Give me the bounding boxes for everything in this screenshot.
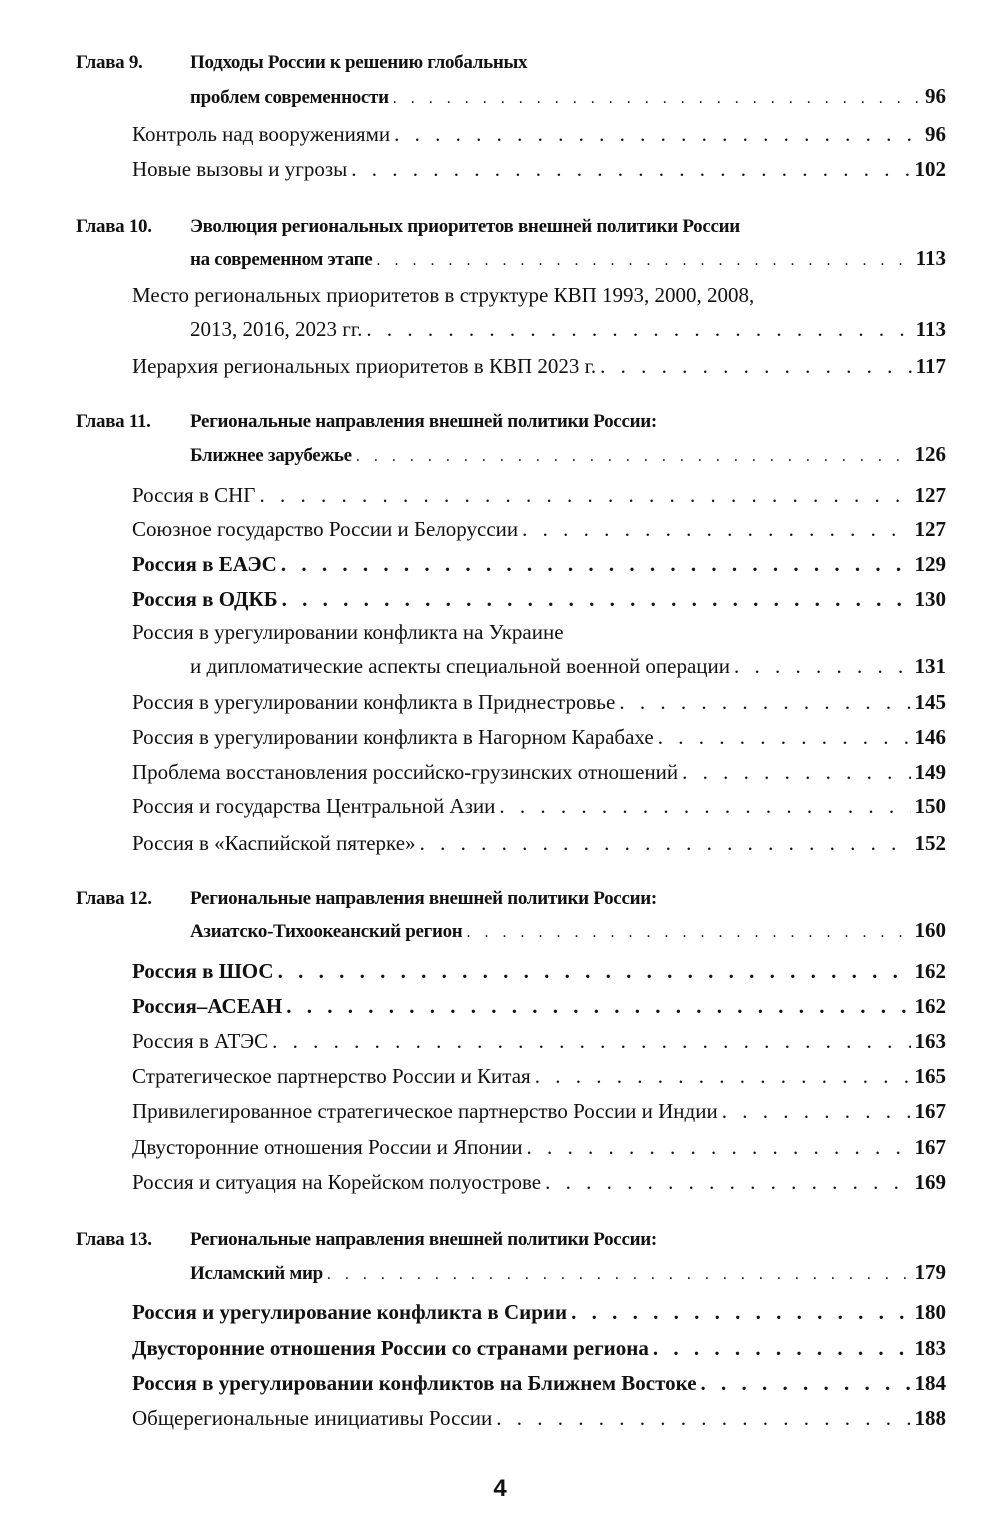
page-ref: 117 <box>915 354 946 378</box>
section-title: Россия в ОДКБ <box>132 587 278 611</box>
chapter-title-line1: Региональные направления внешней политики России: <box>190 411 657 432</box>
dot-leader <box>281 548 911 580</box>
dot-leader <box>522 513 910 545</box>
page-ref: 179 <box>914 1260 946 1284</box>
page-number: 4 <box>493 1475 507 1502</box>
section-title: Россия в урегулировании конфликтов на Ближнем Востоке <box>132 1371 697 1395</box>
toc-entry[interactable] <box>132 583 946 615</box>
dot-leader <box>545 1166 910 1198</box>
page-ref: 150 <box>914 794 946 818</box>
dot-leader <box>259 479 910 511</box>
toc-entry[interactable] <box>132 756 946 788</box>
chapter-title-line2: на современном этапе <box>190 249 373 270</box>
section-title: Двусторонние отношения России и Японии <box>132 1135 523 1159</box>
toc-entry[interactable] <box>132 1402 946 1434</box>
page-ref: 188 <box>914 1406 946 1430</box>
page-ref: 165 <box>914 1064 946 1088</box>
page-ref: 96 <box>925 122 946 146</box>
dot-leader <box>682 756 910 788</box>
page-ref: 180 <box>914 1300 946 1324</box>
page-ref: 113 <box>915 317 946 341</box>
section-title: Россия в урегулировании конфликта в Приднестровье <box>132 690 616 714</box>
toc-entry[interactable] <box>132 153 946 185</box>
page-ref: 162 <box>914 959 946 983</box>
page-ref: 167 <box>914 1135 946 1159</box>
toc-entry[interactable] <box>132 955 946 987</box>
chapter-title-line1: Региональные направления внешней политики России: <box>190 888 657 909</box>
toc-entry[interactable] <box>132 118 946 150</box>
dot-leader <box>535 1060 911 1092</box>
section-title: Россия в урегулировании конфликта в Нагорном Карабахе <box>132 725 654 749</box>
toc-entry[interactable] <box>132 990 946 1022</box>
section-title: Россия в ШОС <box>132 959 274 983</box>
toc-entry[interactable] <box>132 513 946 545</box>
dot-leader <box>393 83 921 115</box>
dot-leader <box>600 350 912 382</box>
toc-entry[interactable] <box>132 548 946 580</box>
toc-entry-chapter-10[interactable] <box>190 242 946 274</box>
dot-leader <box>376 245 911 277</box>
section-title: Россия в СНГ <box>132 483 256 507</box>
chapter-title-line1: Эволюция региональных приоритетов внешней политики России <box>190 216 740 237</box>
section-title: Проблема восстановления российско-грузинских отношений <box>132 760 679 784</box>
dot-leader <box>327 1259 911 1291</box>
section-title: Двусторонние отношения России со странами региона <box>132 1336 649 1360</box>
dot-leader <box>394 118 921 150</box>
dot-leader <box>466 917 910 949</box>
section-title: Общерегиональные инициативы России <box>132 1406 493 1430</box>
dot-leader <box>653 1332 911 1364</box>
dot-leader <box>619 686 910 718</box>
toc-entry[interactable] <box>132 1131 946 1163</box>
page-ref: 184 <box>914 1371 946 1395</box>
chapter-title-line2: Исламский мир <box>190 1263 323 1284</box>
page-ref: 130 <box>914 587 946 611</box>
section-title: Россия и государства Центральной Азии <box>132 794 496 818</box>
dot-leader <box>499 790 910 822</box>
dot-leader <box>496 1402 910 1434</box>
toc-entry[interactable] <box>132 1060 946 1092</box>
toc-entry[interactable] <box>190 650 946 682</box>
dot-leader <box>701 1367 911 1399</box>
page-ref: 127 <box>914 483 946 507</box>
page-ref: 169 <box>914 1170 946 1194</box>
page-ref: 96 <box>925 84 946 108</box>
dot-leader <box>722 1095 911 1127</box>
section-title: Контроль над вооружениями <box>132 122 391 146</box>
toc-entry[interactable] <box>132 1166 946 1198</box>
section-title: Россия в «Каспийской пятерке» <box>132 831 416 855</box>
page-ref: 167 <box>914 1099 946 1123</box>
toc-entry-chapter-11[interactable] <box>190 438 946 470</box>
toc-entry[interactable] <box>132 350 946 382</box>
toc-entry[interactable] <box>132 1095 946 1127</box>
toc-entry[interactable] <box>132 686 946 718</box>
toc-entry-chapter-13[interactable] <box>190 1256 946 1288</box>
dot-leader <box>282 583 911 615</box>
section-title: Новые вызовы и угрозы <box>132 157 348 181</box>
page-ref: 127 <box>914 517 946 541</box>
dot-leader <box>356 441 911 473</box>
page-ref: 163 <box>914 1029 946 1053</box>
section-title: Стратегическое партнерство России и Китая <box>132 1064 531 1088</box>
section-title: Россия–АСЕАН <box>132 994 283 1018</box>
page-ref: 152 <box>914 831 946 855</box>
dot-leader <box>366 313 911 345</box>
page-ref: 146 <box>914 725 946 749</box>
toc-entry[interactable] <box>132 827 946 859</box>
section-title-line1: Россия в урегулировании конфликта на Украине <box>132 620 564 644</box>
dot-leader <box>658 721 911 753</box>
page-ref: 129 <box>914 552 946 576</box>
chapter-label: Глава 9. <box>76 52 143 73</box>
dot-leader <box>420 827 911 859</box>
page-ref: 131 <box>914 654 946 678</box>
page-ref: 113 <box>915 246 946 270</box>
chapter-title-line2: Ближнее зарубежье <box>190 445 352 466</box>
dot-leader <box>527 1131 911 1163</box>
dot-leader <box>286 990 910 1022</box>
page-ref: 102 <box>914 157 946 181</box>
page-ref: 183 <box>914 1336 946 1360</box>
dot-leader <box>351 153 910 185</box>
toc-entry[interactable] <box>132 1025 946 1057</box>
toc-entry[interactable] <box>132 479 946 511</box>
toc-entry[interactable] <box>132 790 946 822</box>
section-title: Союзное государство России и Белоруссии <box>132 517 519 541</box>
section-title: и дипломатические аспекты специальной военной операции <box>190 654 731 678</box>
toc-entry[interactable] <box>132 721 946 753</box>
chapter-label: Глава 12. <box>76 888 152 909</box>
toc-entry[interactable] <box>190 313 946 345</box>
page-ref: 162 <box>914 994 946 1018</box>
toc-entry[interactable] <box>132 1367 946 1399</box>
page-ref: 149 <box>914 760 946 784</box>
page-ref: 160 <box>914 918 946 942</box>
dot-leader <box>734 650 910 682</box>
toc-entry-chapter-9[interactable] <box>190 80 946 112</box>
toc-entry-chapter-12[interactable] <box>190 914 946 946</box>
page-ref: 126 <box>914 442 946 466</box>
section-title: Привилегированное стратегическое партнерство России и Индии <box>132 1099 718 1123</box>
section-title: 2013, 2016, 2023 гг. <box>190 317 363 341</box>
chapter-label: Глава 13. <box>76 1229 152 1250</box>
section-title: Иерархия региональных приоритетов в КВП 2023 г. <box>132 354 597 378</box>
toc-entry[interactable] <box>132 1296 946 1328</box>
section-title: Россия и урегулирование конфликта в Сирии <box>132 1300 568 1324</box>
section-title-line1: Место региональных приоритетов в структуре КВП 1993, 2000, 2008, <box>132 283 755 307</box>
dot-leader <box>278 955 911 987</box>
section-title: Россия и ситуация на Корейском полуострове <box>132 1170 542 1194</box>
chapter-title-line2: проблем современности <box>190 87 389 108</box>
chapter-label: Глава 11. <box>76 411 151 432</box>
dot-leader <box>571 1296 910 1328</box>
chapter-title-line2: Азиатско-Тихоокеанский регион <box>190 921 463 942</box>
toc-entry[interactable] <box>132 1332 946 1364</box>
section-title: Россия в ЕАЭС <box>132 552 277 576</box>
dot-leader <box>272 1025 910 1057</box>
page-ref: 145 <box>914 690 946 714</box>
section-title: Россия в АТЭС <box>132 1029 269 1053</box>
chapter-title-line1: Региональные направления внешней политики России: <box>190 1229 657 1250</box>
chapter-title-line1: Подходы России к решению глобальных <box>190 52 528 73</box>
chapter-label: Глава 10. <box>76 216 152 237</box>
